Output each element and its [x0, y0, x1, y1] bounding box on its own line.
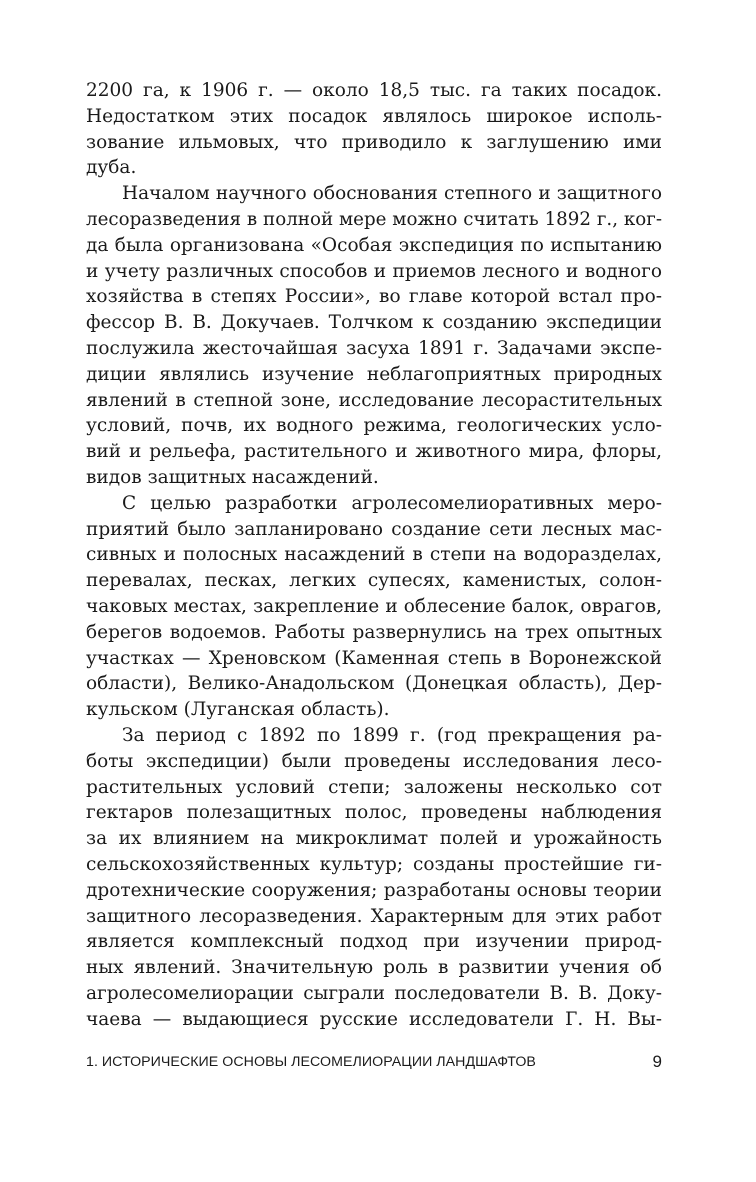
- text-line: Недостатком этих посадок являлось широкое исполь-: [86, 105, 662, 127]
- text-line: вий и рельефа, растительного и животного мира, флоры,: [86, 441, 662, 463]
- text-line: берегов водоемов. Работы развернулись на трех опытных: [86, 621, 662, 643]
- text-line: фессор В. В. Докучаев. Толчком к созданию экспедиции: [86, 312, 662, 334]
- paragraph: [86, 181, 662, 491]
- text-line: лесоразведения в полной мере можно считать 1892 г., ког-: [86, 208, 662, 230]
- text-line: да была организована «Особая экспедиция по испытанию: [86, 234, 662, 256]
- text-line: сельскохозяйственных культур; созданы простейшие ги-: [86, 853, 662, 875]
- text-line: участках — Хреновском (Каменная степь в Воронежской: [86, 647, 662, 669]
- text-line: С целью разработки агролесомелиоративных меро-: [122, 492, 662, 514]
- text-line: приятий было запланировано создание сети лесных мас-: [86, 518, 662, 540]
- text-line: Началом научного обоснования степного и защитного: [122, 183, 662, 205]
- text-line: растительных условий степи; заложены несколько сот: [86, 776, 662, 798]
- running-head: 1. ИСТОРИЧЕСКИЕ ОСНОВЫ ЛЕСОМЕЛИОРАЦИИ ЛАНДШАФТОВ: [86, 1054, 536, 1070]
- text-line: перевалах, песках, легких супесях, каменистых, солон-: [86, 570, 662, 592]
- text-line: дуба.: [86, 157, 137, 179]
- text-line: чаева — выдающиеся русские исследователи Г. Н. Вы-: [86, 1008, 662, 1030]
- text-line: сивных и полосных насаждений в степи на водоразделах,: [86, 544, 662, 566]
- page-number: 9: [652, 1052, 662, 1071]
- text-line: гектаров полезащитных полос, проведены наблюдения: [86, 802, 662, 824]
- text-line: является комплексный подход при изучении природ-: [86, 931, 662, 953]
- text-line: защитного лесоразведения. Характерным для этих работ: [86, 905, 662, 927]
- text-line: диции являлись изучение неблагоприятных природных: [86, 363, 662, 385]
- text-line: агролесомелиорации сыграли последователи В. В. Доку-: [86, 982, 662, 1004]
- text-line: хозяйства в степях России», во главе которой встал про-: [86, 286, 662, 308]
- text-line: послужила жесточайшая засуха 1891 г. Задачами экспе-: [86, 337, 662, 359]
- text-line: ных явлений. Значительную роль в развитии учения об: [86, 957, 662, 979]
- paragraph: [86, 78, 662, 181]
- text-line: дротехнические сооружения; разработаны основы теории: [86, 879, 662, 901]
- page-footer: [86, 1051, 662, 1073]
- paragraph: [86, 491, 662, 723]
- text-line: боты экспедиции) были проведены исследования лесо-: [86, 750, 662, 772]
- text-line: За период с 1892 по 1899 г. (год прекращения ра-: [122, 724, 662, 746]
- text-line: условий, почв, их водного режима, геологических усло-: [86, 415, 662, 437]
- text-line: явлений в степной зоне, исследование лесорастительных: [86, 389, 662, 411]
- text-line: 2200 га, к 1906 г. — около 18,5 тыс. га таких посадок.: [86, 80, 662, 101]
- text-line: кульском (Луганская область).: [86, 699, 390, 721]
- text-line: области), Велико-Анадольском (Донецкая область), Дер-: [86, 673, 662, 695]
- text-line: зование ильмовых, что приводило к заглушению ими: [86, 131, 662, 153]
- paragraph: [86, 723, 662, 1033]
- text-line: чаковых местах, закрепление и облесение балок, оврагов,: [86, 595, 662, 617]
- text-line: видов защитных насаждений.: [86, 466, 379, 488]
- text-line: за их влиянием на микроклимат полей и урожайность: [86, 828, 662, 850]
- text-line: и учету различных способов и приемов лесного и водного: [86, 260, 662, 282]
- body-text: [86, 78, 662, 1032]
